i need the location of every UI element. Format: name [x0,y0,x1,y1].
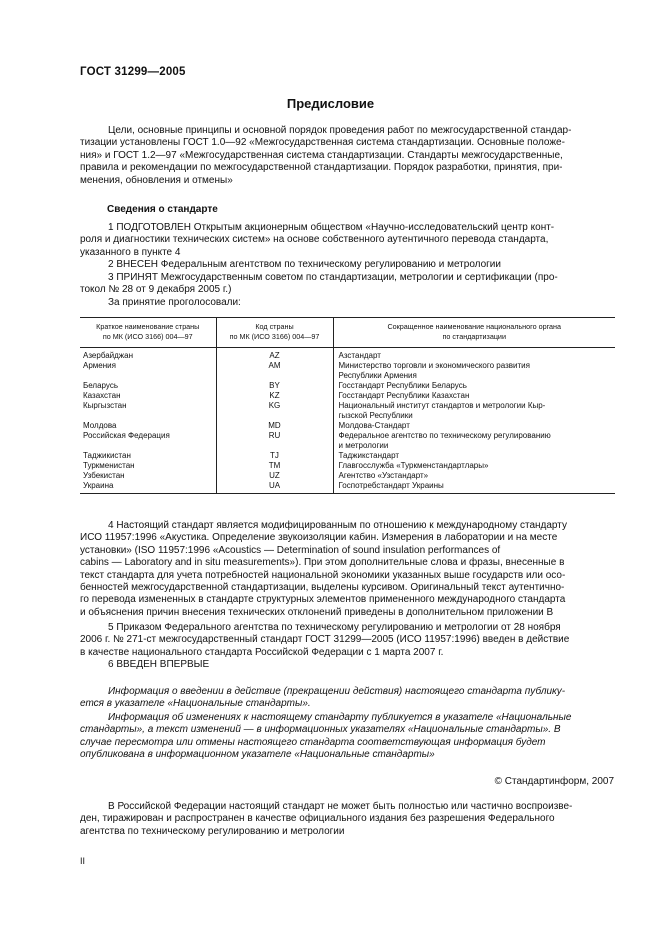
table-row [80,361,615,381]
header-body-line: Сокращенное наименование национального органа [387,322,562,331]
item-1-line: 1 ПОДГОТОВЛЕН Открытым акционерным обществом «Научно-исследовательский центр конт- [108,222,555,233]
country-code: RU [216,431,333,451]
item-2 [80,259,614,271]
country-name: Беларусь [83,381,118,390]
standards-body-line: Республики Армения [338,371,417,380]
item-1-line: роля и диагностики технических систем» на основе собственного аутентичного перевода стандарта, [80,234,549,246]
standard-code: ГОСТ 31299—2005 [80,66,186,78]
item-1-line: указанного в пункте 4 [80,246,181,258]
header-country-line: по МК (ИСО 3166) 004—97 [102,332,193,341]
header-code-line: по МК (ИСО 3166) 004—97 [229,332,320,341]
country-name: Молдова [83,421,117,430]
country-name: Туркменистан [83,461,135,470]
intro-line: ния» и ГОСТ 1.2—97 «Межгосударственная система стандартизации. Стандарты межгосударственные, [80,149,563,161]
country-code: TM [216,461,333,471]
final-line: ден, тиражирован и распространен в качестве официального издания без разрешения Федерального [80,813,555,825]
item-5 [80,622,614,659]
standards-body-line: Таджикстандарт [338,451,400,460]
standards-body [333,461,615,471]
standards-body-line: Госстандарт Республики Казахстан [338,391,470,400]
header-body-line: по стандартизации [442,332,506,341]
country-name: Армения [83,361,116,370]
country-code: MD [216,421,333,431]
item-5-line: 2006 г. № 271-ст межгосударственный стандарт ГОСТ 31299—2005 (ИСО 11957:1996) введен в действие [80,634,570,646]
country-code: KZ [216,391,333,401]
item-4-line: го перевода измененных в стандарте структурных элементов примененного международного стандарта [80,594,566,606]
country-name: Азербайджан [83,351,134,360]
header-country [80,318,216,348]
info-2-line: Информация об изменениях к настоящему стандарту публикуется в указателе «Национальные [108,712,572,723]
voted-line: За принятие проголосовали: [108,297,241,308]
standards-body-line: Азстандарт [338,351,381,360]
item-4-line: ИСО 11957:1996 «Акустика. Определение звукоизоляции кабин. Измерения в лаборатории и на месте [80,532,558,544]
table-body [80,348,615,494]
country-code: KG [216,401,333,421]
intro-line: Цели, основные принципы и основной порядок проведения работ по межгосударственной стандар- [108,125,572,136]
standards-body-line: Министерство торговли и экономического развития [338,361,530,370]
item-6-line: 6 ВВЕДЕН ВПЕРВЫЕ [108,659,210,670]
item-4 [80,520,614,619]
country-code: AM [216,361,333,381]
table-row [80,431,615,451]
standards-body-line: Госпотребстандарт Украины [338,481,444,490]
item-5-line: 5 Приказом Федерального агентства по техническому регулированию и метрологии от 28 ноября [108,622,561,633]
item-1 [80,222,614,259]
table-row [80,481,615,494]
item-4-line: 4 Настоящий стандарт является модифицированным по отношению к международному стандарту [108,520,567,531]
standards-body [333,401,615,421]
info-2-line: случае пересмотра или отмены настоящего стандарта соответствующая информация будет [80,736,546,748]
final-line: агентства по техническому регулированию и метрологии [80,825,345,837]
country-name: Кыргызстан [83,401,127,410]
item-3-line: токол № 28 от 9 декабря 2005 г.) [80,284,232,296]
standards-body [333,471,615,481]
item-4-line: установки» (ISO 11957:1996 «Acoustics — Determination of sound insulation performances of [80,544,501,556]
country-name: Казахстан [83,391,121,400]
standards-body-line: Федеральное агентство по техническому регулированию [338,431,551,440]
item-6 [80,659,614,671]
intro-paragraph [80,125,614,187]
final-line: В Российской Федерации настоящий стандарт не может быть полностью или частично воспроизве- [108,801,573,812]
header-code [216,318,333,348]
intro-line: тизации установлены ГОСТ 1.0—92 «Межгосударственная система стандартизации. Основные положе- [80,137,565,149]
item-2-line: 2 ВНЕСЕН Федеральным агентством по техническому регулированию и метрологии [108,259,501,270]
standards-body [333,451,615,461]
country-name: Таджикистан [83,451,131,460]
country-code: UZ [216,471,333,481]
header-code-line: Код страны [255,322,294,331]
item-5-line: в качестве национального стандарта Российской Федерации с 1 марта 2007 г. [80,646,444,658]
country-code: BY [216,381,333,391]
standards-body-line: Национальный институт стандартов и метрологии Кыр- [338,401,546,410]
about-heading: Сведения о стандарте [107,204,218,215]
item-4-line: текст стандарта для учета потребностей национальной экономики указанных выше государств или осо- [80,569,566,581]
table-row [80,421,615,431]
info-1-line: Информация о введении в действие (прекращении действия) настоящего стандарта публику- [108,686,566,697]
info-1-line: ется в указателе «Национальные стандарты». [80,698,311,710]
standards-body [333,481,615,494]
item-4-line: cabins — Laboratory and in situ measurements»). При этом дополнительные слова и фразы, внесенные в [80,557,565,569]
country-code: TJ [216,451,333,461]
table-row [80,451,615,461]
standards-body-line: Молдова-Стандарт [338,421,410,430]
table-row [80,401,615,421]
standards-body-line: и метрологии [338,441,389,450]
table-row [80,381,615,391]
standards-body [333,421,615,431]
standards-body [333,381,615,391]
standards-body [333,431,615,451]
standards-body [333,361,615,381]
intro-line: менения, обновления и отмены» [80,174,233,186]
country-name: Узбекистан [83,471,125,480]
item-4-line: и объяснения причин внесения технических отклонений приведены в дополнительном приложении В [80,606,554,618]
copyright: © Стандартинформ, 2007 [494,776,614,787]
standards-body-line: гызской Республики [338,411,413,420]
info-2-line: стандарты», а текст изменений — в информационных указателях «Национальные стандарты». В [80,724,561,736]
country-name: Российская Федерация [83,431,170,440]
country-code: AZ [216,348,333,362]
country-code: UA [216,481,333,494]
country-name: Украина [80,481,216,494]
table-row [80,461,615,471]
standards-body-line: Агентство «Узстандарт» [338,471,429,480]
voted-label [80,297,614,309]
standards-body-line: Главгосслужба «Туркменстандартлары» [338,461,489,470]
table-header-row [80,318,615,348]
item-3-line: 3 ПРИНЯТ Межгосударственным советом по стандартизации, метрологии и сертификации (про- [108,272,558,283]
info-introduction [80,686,614,711]
table-row [80,391,615,401]
standards-body [333,348,615,362]
standards-body [333,391,615,401]
info-changes [80,712,614,762]
page-number: II [80,856,86,866]
final-paragraph [80,801,614,838]
intro-line: правила и рекомендации по межгосударственной стандартизации. Порядок разработки, принятия, при- [80,162,563,174]
table-row [80,471,615,481]
table-row [80,348,615,362]
header-country-line: Краткое наименование страны [96,322,200,331]
item-4-line: бенностей межгосударственной стандартизации, выделены курсивом. Оригинальный текст аутентично- [80,582,565,594]
page-title: Предисловие [286,96,375,111]
voting-states-table [80,317,615,494]
header-body [333,318,615,348]
standards-body-line: Госстандарт Республики Беларусь [338,381,467,390]
info-2-line: опубликована в информационном указателе «Национальные стандарты» [80,749,435,761]
item-3 [80,272,614,297]
